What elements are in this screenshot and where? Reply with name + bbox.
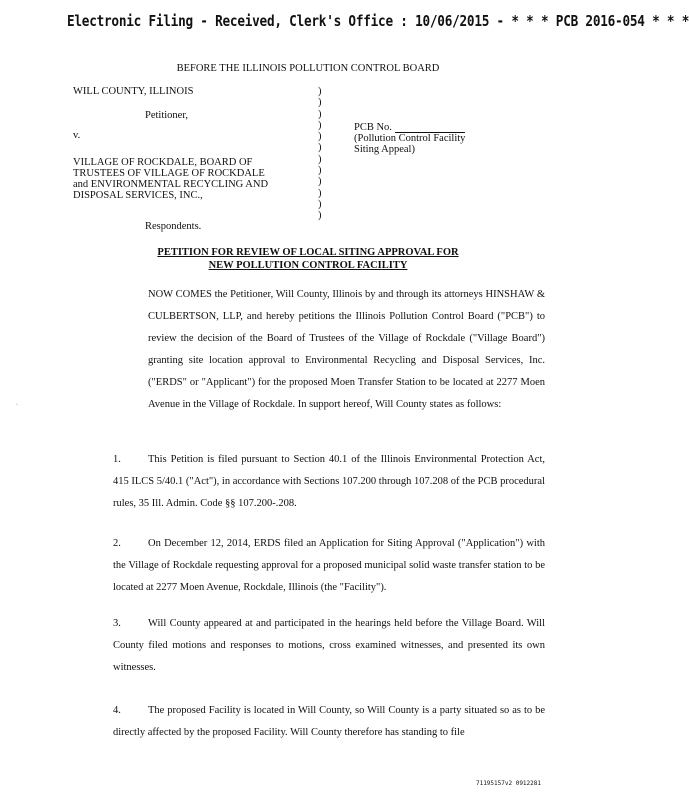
paragraph-number: 2. [113, 538, 121, 549]
paragraph-text: This Petition is filed pursuant to Section 40.1 of the Illinois Environmental Protection Act, 415 ILCS 5/40.1 ("Act"), in accordance with Sections 107.200 through 107.208 of the PCB procedural rules, 35 Ill. Admin. Code §§ 107.200-.208. [113, 454, 545, 509]
versus-label: v. [73, 130, 81, 141]
intro-text: NOW COMES the Petitioner, Will County, Illinois by and through its attorneys HINSHAW & CULBERTSON, LLP, and hereby petitions the Illinois Pollution Control Board ("PCB") to review the decision of the Board of Trustees of the Village of Rockdale ("Village Board") granting site location approval to Environmental Recycling and Disposal Services, Inc. ("ERDS" or "Applicant") for the proposed Moen Transfer Station to be located at 2277 Moen Avenue in the Village of Rockdale. In support hereof, Will County states as follows: [148, 289, 545, 410]
paragraph-text: On December 12, 2014, ERDS filed an Application for Siting Approval ("Application") with the Village of Rockdale requesting approval for a proposed municipal solid waste transfer station to be located at 2277 Moen Avenue, Rockdale, Illinois (the "Facility"). [113, 538, 545, 593]
document-title [0, 246, 616, 272]
scan-speck: · [16, 402, 18, 408]
intro-paragraph [74, 284, 545, 416]
paragraph-number: 4. [113, 705, 121, 716]
case-type-line-2: Siting Appeal) [354, 144, 415, 155]
case-no-label: PCB No. [354, 122, 392, 133]
filing-stamp: Electronic Filing - Received, Clerk's Office : 10/06/2015 - * * * PCB 2016-054 * * * [67, 12, 689, 30]
case-info [354, 122, 465, 155]
case-type-line-1: (Pollution Control Facility [354, 133, 466, 144]
paragraph-3 [74, 613, 545, 679]
document-footer-id: 71195157v2 0912281 [475, 780, 541, 787]
case-no-blank [395, 123, 465, 133]
respondent-line: DISPOSAL SERVICES, INC., [73, 190, 203, 201]
respondent-line: VILLAGE OF ROCKDALE, BOARD OF [73, 157, 253, 168]
petitioner-role: Petitioner, [145, 110, 189, 121]
respondent-line: and ENVIRONMENTAL RECYCLING AND [73, 179, 269, 190]
paragraph-number: 1. [113, 454, 121, 465]
title-line-1: PETITION FOR REVIEW OF LOCAL SITING APPROVAL FOR [157, 247, 459, 258]
respondent-line: TRUSTEES OF VILLAGE OF ROCKDALE [73, 168, 265, 179]
respondent-role: Respondents. [145, 221, 202, 232]
petitioner-name: WILL COUNTY, ILLINOIS [73, 86, 194, 97]
paragraph-1 [74, 449, 545, 515]
paragraph-text: The proposed Facility is located in Will County, so Will County is a party situated so as to be directly affected by the proposed Facility. Will County therefore has standing to file [113, 705, 545, 738]
caption-parentheses: ) ) ) ) ) ) ) ) ) ) ) ) [318, 86, 322, 222]
paragraph-number: 3. [113, 618, 121, 629]
paragraph-2 [74, 533, 545, 599]
respondent-block [73, 157, 268, 201]
paragraph-4 [74, 700, 545, 744]
title-line-2: NEW POLLUTION CONTROL FACILITY [208, 260, 408, 271]
court-heading: BEFORE THE ILLINOIS POLLUTION CONTROL BOARD [176, 63, 440, 74]
paragraph-text: Will County appeared at and participated in the hearings held before the Village Board. Will County filed motions and responses to motions, cross examined witnesses, and presented its own witnesses. [113, 618, 545, 673]
